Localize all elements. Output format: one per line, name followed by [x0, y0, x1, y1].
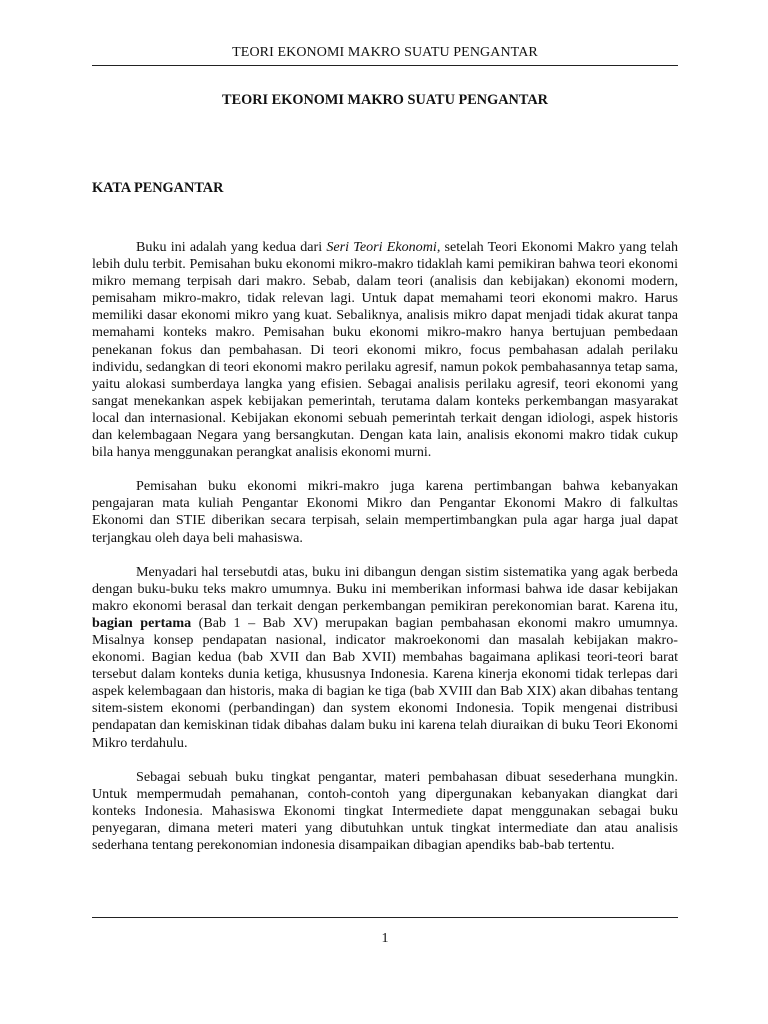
document-title: TEORI EKONOMI MAKRO SUATU PENGANTAR [222, 92, 548, 108]
paragraph [92, 769, 678, 854]
bold-text: bagian pertama [92, 614, 192, 631]
text-run: Menyadari hal tersebutdi atas, buku ini dibangun dengan sistim sistematika yang agak berbeda dengan buku-buku teks makro umumnya. Buku ini memberikan informasi bahwa ide dasar kebijakan makro ekonomi berasal dan terkait dengan perkembangan pemikiran perekonomian barat. Karena itu, [92, 563, 678, 614]
text-run: Sebagai sebuah buku tingkat pengantar, materi pembahasan dibuat sesederhana mungkin. Untuk mempermudah pemahanan, contoh-contoh yang dipergunakan kebanyakan diangkat dari konteks Indonesia. Mahasiswa Ekonomi tingkat Intermediete dapat menggunakan sebagai buku penyegaran, dimana meteri materi yang dibutuhkan untuk tingkat intermediate dan atau analisis sederhana tentang perekonomian indonesia disampaikan dibagian apendiks bab-bab tertentu. [92, 768, 678, 853]
body-text [92, 239, 678, 871]
text-run: , setelah Teori Ekonomi Makro yang telah lebih dulu terbit. Pemisahan buku ekonomi mikro-makro tidaklah kami pemikiran bahwa teori ekonomi mikro memang terpisah dari makro. Sebab, dalam teori (analisis dan kebijakan) ekonomi modern, pemisaham mikro-makro, tidak relevan lagi. Untuk dapat memahami teori ekonomi makro. Harus memiliki dasar ekonomi mikro yang kuat. Sebaliknya, analisis mikro dapat menjadi tidak akurat tanpa memahami konteks makro. Pemisahan buku ekonomi mikro-makro hanya bertujuan pembedaan penekanan fokus dan pembahasan. Di teori ekonomi mikro, focus pembahasan adalah perilaku individu, sedangkan di teori ekonomi makro perilaku agresif, namun pokok pembahasannya tetap sama, yaitu alokasi sumberdaya langka yang efisien. Sebagai analisis perilaku agresif, teori ekonomi yang sangat menekankan aspek kebijakan pemerintah, terutama dalam konteks perkembangan masyarakat local dan internasional. Kebijakan ekonomi sebuah pemerintah terkait dengan idiologi, aspek historis dan kelembagaan Negara yang bersangkutan. Dengan kata lain, analisis ekonomi makro tidak cukup bila hanya menggunakan perangkat analisis ekonomi murni. [92, 239, 679, 461]
header-divider [92, 65, 678, 66]
paragraph [92, 564, 678, 752]
page-number: 1 [381, 931, 389, 946]
paragraph [92, 478, 678, 546]
section-heading: KATA PENGANTAR [92, 180, 224, 196]
paragraph [92, 239, 678, 461]
footer-divider [92, 917, 678, 918]
text-run: (Bab 1 – Bab XV) merupakan bagian pembahasan ekonomi makro umumnya. Misalnya konsep pendapatan nasional, indicator makroekonomi dan masalah kebijakan makro-ekonomi. Bagian kedua (bab XVII dan Bab XVII) membahas bagaimana aplikasi teori-teori barat tersebut dalam konteks dunia ketiga, khususnya Indonesia. Karena kinerja ekonomi tidak terlepas dari aspek kelembagaan dan historis, maka di bagian ke tiga (bab XVIII dan Bab XIX) akan dibahas tentang sitem-sistem ekonomi (perbandingan) dan system ekonomi Indonesia. Topik mengenai distribusi pendapatan dan kemiskinan tidak dibahas dalam buku ini karena telah diuraikan di buku Teori Ekonomi Mikro terdahulu. [92, 614, 678, 751]
running-header: TEORI EKONOMI MAKRO SUATU PENGANTAR [232, 45, 538, 60]
italic-text: Seri Teori Ekonomi [326, 239, 437, 255]
text-run: Buku ini adalah yang kedua dari [136, 239, 327, 255]
text-run: Pemisahan buku ekonomi mikri-makro juga karena pertimbangan bahwa kebanyakan pengajaran mata kuliah Pengantar Ekonomi Mikro dan Pengantar Ekonomi Makro di falkultas Ekonomi dan STIE diberikan secara terpisah, selain mempertimbangkan pula agar harga jual dapat terjangkau oleh daya beli mahasiswa. [92, 478, 678, 546]
